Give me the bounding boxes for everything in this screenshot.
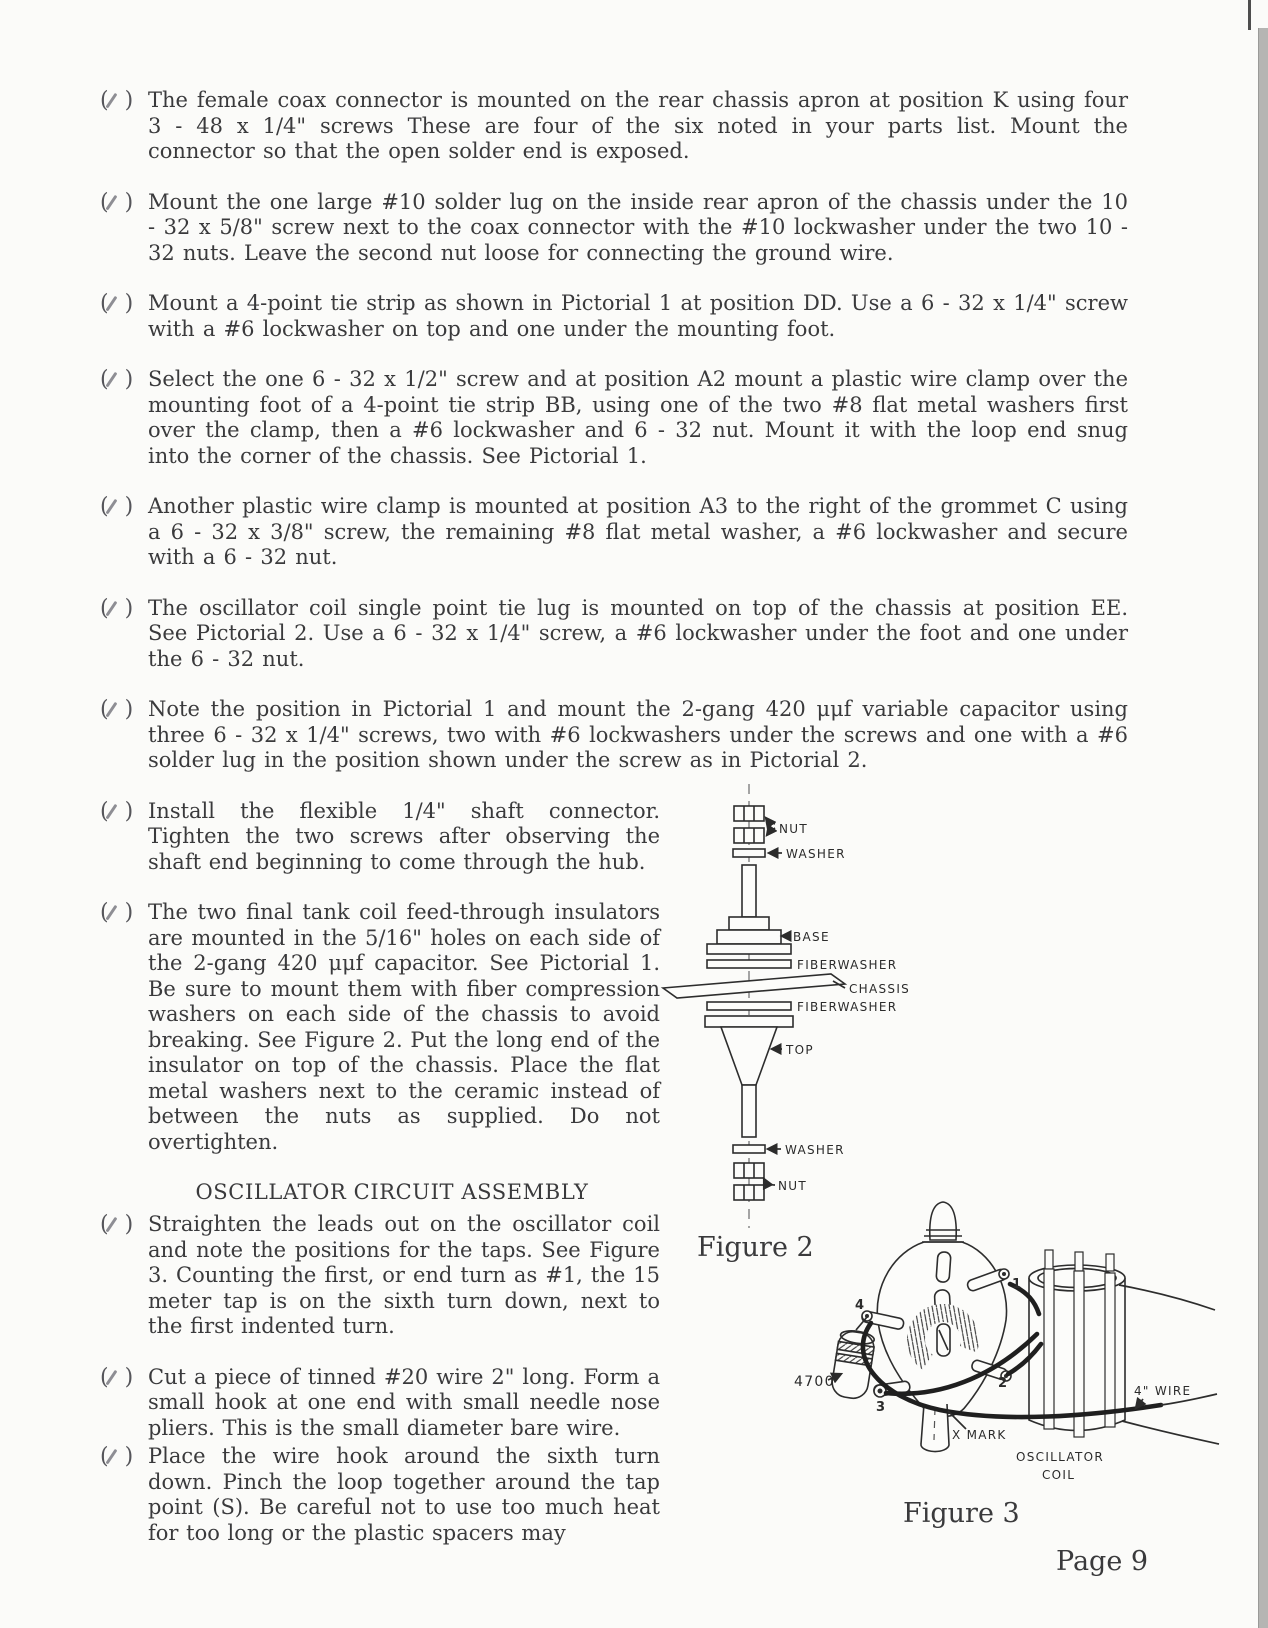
page-number: Page 9: [1056, 1546, 1149, 1577]
oscillator-coil: [1029, 1250, 1125, 1437]
checklist-item: [100, 190, 1128, 267]
fig2-label-washer-bottom: WASHER: [785, 1143, 845, 1157]
paren-open: (: [100, 367, 109, 392]
fig3-label-coil-line1: OSCILLATOR: [1016, 1450, 1105, 1464]
fig2-label-nut-top: NUT: [779, 822, 808, 836]
section-heading: OSCILLATOR CIRCUIT ASSEMBLY: [195, 1180, 589, 1204]
step-text: Mount the one large #10 solder lug on the inside rear apron of the chassis under the 10 - 32 x 5/8" screw next to the coax connector with the #10 lockwasher under the two 10 - 32 nuts. Leave the second nut loose for connecting the ground wire.: [148, 189, 1128, 265]
figure3-caption: Figure 3: [903, 1498, 1020, 1529]
paren-open: (: [100, 1364, 109, 1390]
paren-open: (: [100, 494, 109, 519]
fig3-label-resistor-value: 4700: [794, 1374, 835, 1390]
nut-arrow: [767, 828, 775, 835]
paren-open: (: [100, 1444, 109, 1469]
checkbox: [100, 88, 148, 165]
oscillator-coil-drawing: [770, 1190, 1230, 1490]
paren-close: ): [124, 1444, 134, 1469]
checklist-item: [100, 1365, 660, 1442]
fig3-label-pin4: 4: [855, 1298, 865, 1313]
step-text: The oscillator coil single point tie lug is mounted on top of the chassis at position EE. See Pictorial 2. Use a 6 - 32 x 1/4" screw, a #6 lockwasher under the foot and one under the 6 - 32 nut.: [148, 595, 1128, 671]
scan-edge-strip: [1258, 28, 1268, 1628]
left-column: [100, 799, 660, 1547]
paren-open: (: [100, 900, 109, 925]
checkbox: [100, 697, 148, 774]
fig3-label-pin2: 2: [998, 1376, 1008, 1391]
paren-close: ): [124, 1364, 134, 1390]
paren-open: (: [100, 595, 109, 621]
step-text: Select the one 6 - 32 x 1/2" screw and at position A2 mount a plastic wire clamp over the mounting foot of a 4-point tie strip BB, using one of the two #8 flat metal washers first over the clamp, then a #6 lockwasher and 6 - 32 nut. Mount it with the loop end snug into the corner of the chassis. See Pictorial 1.: [148, 367, 1128, 468]
paren-open: (: [100, 1212, 109, 1237]
fig3-label-wire-length: 4" WIRE: [1134, 1384, 1192, 1398]
paren-close: ): [124, 189, 134, 215]
insulator-top-plate: [705, 1016, 793, 1027]
checklist-item: [100, 1212, 660, 1340]
paren-close: ): [124, 494, 134, 519]
fig2-label-chassis: CHASSIS: [849, 982, 911, 996]
paren-close: ): [124, 88, 134, 113]
paren-close: ): [124, 1212, 134, 1237]
paren-open: (: [100, 88, 109, 113]
checkbox: [100, 291, 148, 342]
checkbox: [100, 190, 148, 267]
fiberwasher-top: [707, 960, 791, 968]
fig2-label-washer-top: WASHER: [786, 847, 846, 861]
step-text: Mount a 4-point tie strip as shown in Pictorial 1 at position DD. Use a 6 - 32 x 1/4" screw with a #6 lockwasher on top and one under the mounting foot.: [148, 291, 1128, 341]
step-text: The female coax connector is mounted on the rear chassis apron at position K using four 3 - 48 x 1/4" screws These are four of the six noted in your parts list. Mount the connector so that the open solder end is exposed.: [148, 88, 1128, 163]
step-text: The two final tank coil feed-through insulators are mounted in the 5/16" holes on each side of the 2-gang 420 μμf capacitor. See Pictorial 1. Be sure to mount them with fiber compression washers on each side of the chassis to avoid breaking. See Figure 2. Put the long end of the insulator on top of the chassis. Place the flat metal washers next to the ceramic instead of between the nuts as supplied. Do not overtighten.: [148, 900, 660, 1154]
step-text: Straighten the leads out on the oscillator coil and note the positions for the taps. See Figure 3. Counting the first, or end turn as #1, the 15 meter tap is on the sixth turn down, next to the first indented turn.: [148, 1212, 660, 1338]
step-text: Place the wire hook around the sixth turn down. Pinch the loop together around the tap point (S). Be careful not to use too much heat for too long or the plastic spacers may: [148, 1444, 660, 1545]
paren-open: (: [100, 798, 109, 824]
threaded-stud-bottom: [742, 1085, 756, 1137]
checkbox: [100, 596, 148, 673]
checklist-item: [100, 596, 1128, 673]
socket-cap: [930, 1202, 956, 1240]
checkbox: [100, 1212, 148, 1340]
paren-close: ): [124, 291, 134, 316]
chassis-sheet: [663, 974, 845, 998]
paren-close: ): [124, 595, 134, 621]
checkbox: [100, 900, 148, 1155]
checklist-item: [100, 799, 660, 876]
step-text: Cut a piece of tinned #20 wire 2" long. Form a small hook at one end with small needle nose pliers. This is the small diameter bare wire.: [148, 1364, 660, 1440]
fiberwasher-bottom: [707, 1002, 791, 1010]
fig2-label-nut-bottom: NUT: [778, 1179, 807, 1193]
fig2-label-base: BASE: [793, 930, 830, 944]
scan-edge-mark: [1248, 0, 1251, 30]
paren-open: (: [100, 291, 109, 316]
paren-open: (: [100, 189, 109, 215]
checkbox: [100, 494, 148, 571]
checklist-item: [100, 367, 1128, 469]
paren-close: ): [124, 367, 134, 392]
fig3-label-coil-line2: COIL: [1042, 1468, 1076, 1482]
threaded-stud-top: [742, 865, 756, 917]
fig2-label-fiberwasher-bottom: FIBERWASHER: [797, 1000, 898, 1014]
paren-close: ): [124, 798, 134, 824]
step-text: Install the flexible 1/4" shaft connector. Tighten the two screws after observing the shaft end beginning to come through the hub.: [148, 798, 660, 874]
insulator-exploded-view: [645, 778, 1125, 1238]
checkbox: [100, 799, 148, 876]
figure2-caption: Figure 2: [697, 1232, 814, 1263]
paren-open: (: [100, 697, 109, 722]
top-washer: [733, 849, 765, 857]
checklist-item: [100, 494, 1128, 571]
nut-arrow: [764, 1179, 775, 1185]
checklist-item: [100, 1444, 660, 1546]
nut-arrow: [766, 818, 775, 824]
paren-close: ): [124, 900, 134, 925]
checklist-item: [100, 291, 1128, 342]
step-text: Another plastic wire clamp is mounted at position A3 to the right of the grommet C using a 6 - 32 x 3/8" screw, the remaining #8 flat metal washer, a #6 lockwasher and secure with a 6 - 32 nut.: [148, 494, 1128, 569]
step-text: Note the position in Pictorial 1 and mount the 2-gang 420 μμf variable capacitor using three 6 - 32 x 1/4" screws, two with #6 lockwashers under the screws and one with a #6 solder lug in the position shown under the screw as in Pictorial 2.: [148, 697, 1128, 772]
bottom-washer: [733, 1145, 765, 1153]
checklist-item: [100, 900, 660, 1155]
paren-close: ): [124, 697, 134, 722]
checklist-item: [100, 88, 1128, 165]
fig3-label-pin3: 3: [876, 1400, 886, 1415]
fig2-label-fiberwasher-top: FIBERWASHER: [797, 958, 898, 972]
checkbox: [100, 367, 148, 469]
insulator-base: [707, 917, 791, 954]
checklist-item: [100, 697, 1128, 774]
fig2-label-top: TOP: [786, 1043, 814, 1057]
insulator-cone: [721, 1027, 777, 1085]
checkbox: [100, 1444, 148, 1546]
fig3-label-x-mark: X MARK: [952, 1428, 1007, 1442]
figure2-diagram: [645, 778, 1125, 1242]
checkbox: [100, 1365, 148, 1442]
figure3-illustration: [770, 1190, 1230, 1494]
fig3-label-pin1: 1: [1012, 1277, 1022, 1292]
